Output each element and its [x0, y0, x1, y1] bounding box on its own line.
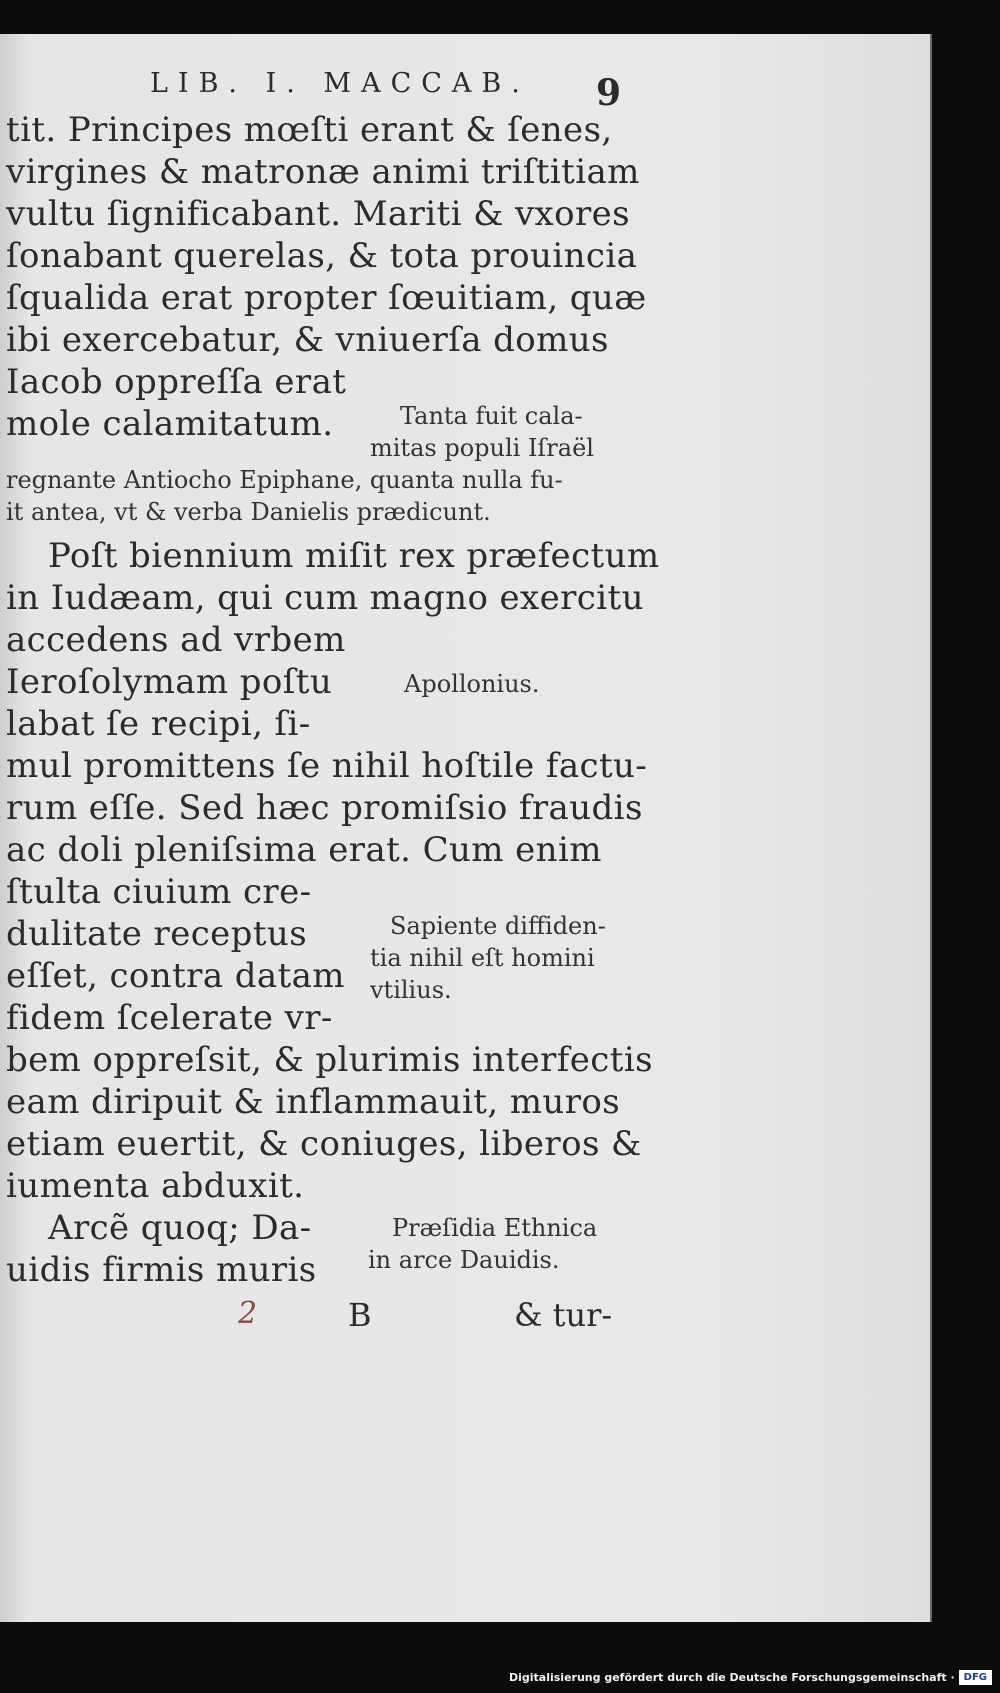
footer-text: Digitalisierung gefördert durch die Deutsche Forschungsgemeinschaft ·	[508, 1670, 955, 1684]
text-line: ac doli pleniſsima erat. Cum enim	[6, 830, 602, 870]
text-line: eſſet, contra datam	[6, 956, 345, 996]
catchword: & tur-	[514, 1296, 613, 1334]
pencil-mark: 2	[238, 1296, 258, 1331]
book-page	[0, 34, 932, 1622]
signature-mark: B	[348, 1296, 372, 1334]
text-line: mul promittens ſe nihil hoſtile factu-	[6, 746, 648, 786]
margin-note-praesidia: in arce Dauidis.	[368, 1246, 560, 1274]
margin-note-sapiente: tia nihil eſt homini	[370, 944, 595, 972]
text-line: Poſt biennium miſit rex præfectum	[48, 536, 660, 576]
note-line: it antea, vt & verba Danielis prædicunt.	[6, 498, 491, 526]
text-line: vultu ſignificabant. Mariti & vxores	[6, 194, 631, 234]
text-line: rum eſſe. Sed hæc promiſsio fraudis	[6, 788, 643, 828]
digitization-footer	[509, 1665, 992, 1689]
running-title: LIB. I. MACCAB.	[150, 68, 530, 99]
text-line: uidis firmis muris	[6, 1250, 317, 1290]
text-line: ſtulta ciuium cre-	[6, 872, 312, 912]
margin-note-tanta: Tanta fuit cala-	[400, 402, 583, 430]
dfg-logo-icon: DFG	[959, 1670, 992, 1685]
text-line: ibi exercebatur, & vniuerſa domus	[6, 320, 609, 360]
note-line: regnante Antiocho Epiphane, quanta nulla fu-	[6, 466, 563, 494]
margin-note-sapiente: vtilius.	[370, 976, 452, 1004]
text-line: accedens ad vrbem	[6, 620, 346, 660]
text-line: etiam euertit, & coniuges, liberos &	[6, 1124, 642, 1164]
margin-note-praesidia: Præſidia Ethnica	[392, 1214, 598, 1242]
text-line: Arcẽ quoq; Da-	[48, 1208, 312, 1248]
folio-number: 9	[596, 72, 622, 114]
text-line: labat ſe recipi, ſi-	[6, 704, 311, 744]
text-line: dulitate receptus	[6, 914, 308, 954]
text-line: fidem ſcelerate vr-	[6, 998, 333, 1038]
text-line: ſqualida erat propter ſœuitiam, quæ	[6, 278, 647, 318]
text-line: Ieroſolymam poſtu	[6, 662, 333, 702]
text-line: ſonabant querelas, & tota prouincia	[6, 236, 638, 276]
text-line: tit. Principes mœſti erant & ſenes,	[6, 110, 613, 150]
text-line: mole calamitatum.	[6, 404, 334, 444]
margin-note-sapiente: Sapiente diffiden-	[390, 912, 606, 940]
text-line: Iacob oppreſſa erat	[6, 362, 347, 402]
text-line: iumenta abduxit.	[6, 1166, 305, 1206]
margin-note-apollonius: Apollonius.	[404, 670, 540, 698]
text-line: eam diripuit & inflammauit, muros	[6, 1082, 621, 1122]
margin-note-tanta: mitas populi Iſraël	[370, 434, 594, 462]
text-line: virgines & matronæ animi triſtitiam	[6, 152, 640, 192]
text-line: bem oppreſsit, & plurimis interfectis	[6, 1040, 653, 1080]
text-line: in Iudæam, qui cum magno exercitu	[6, 578, 644, 618]
